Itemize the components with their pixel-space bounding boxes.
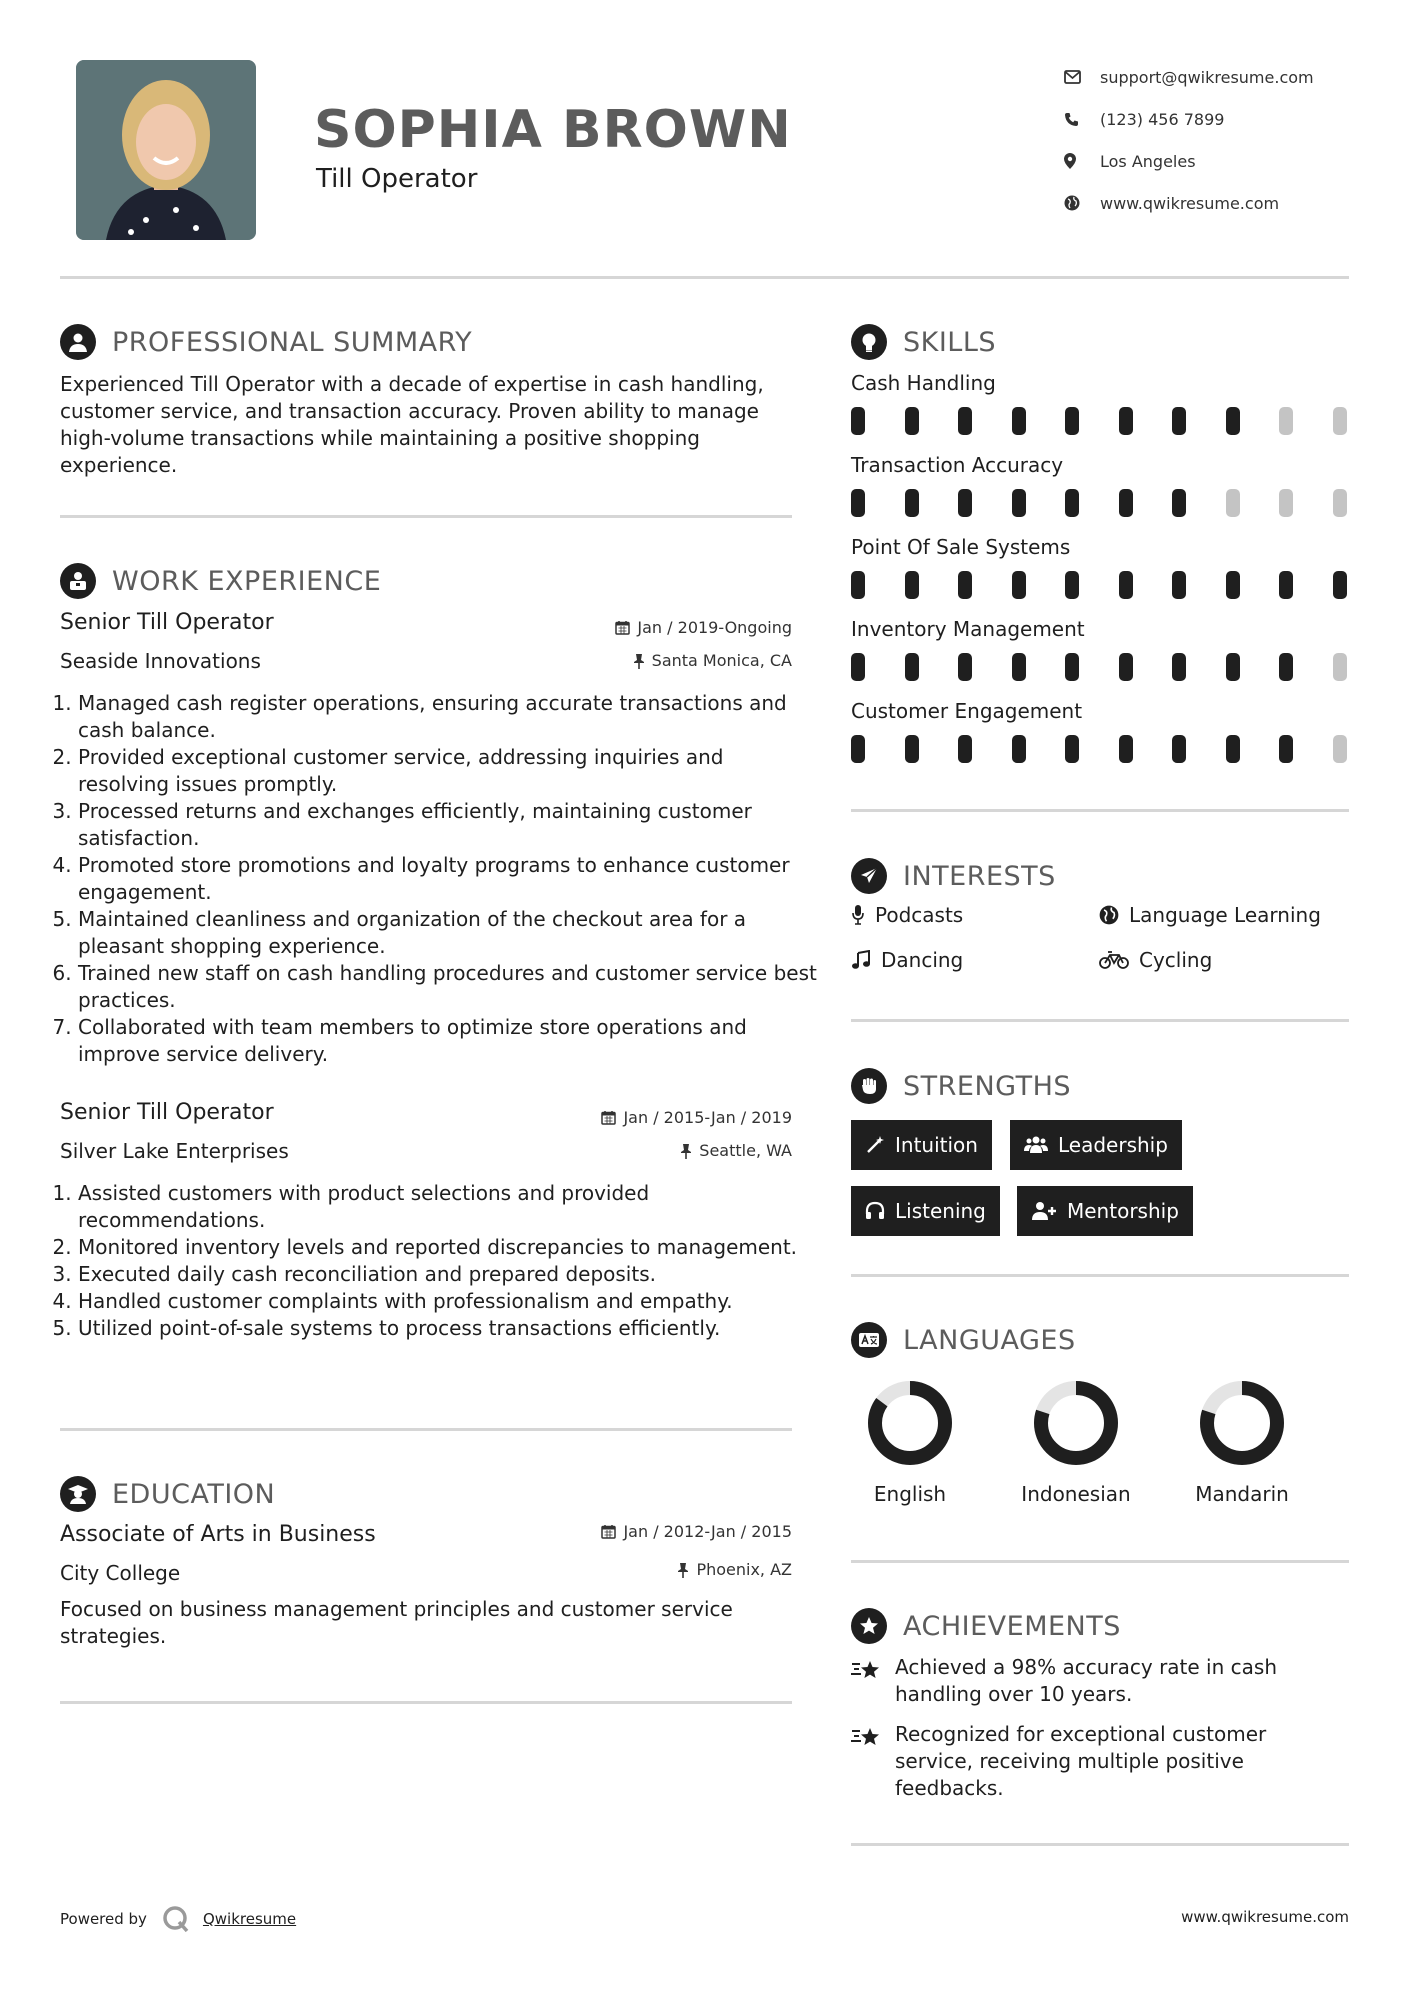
- candidate-name: SOPHIA BROWN: [314, 100, 792, 160]
- globe-icon: [1099, 905, 1119, 925]
- education-heading: EDUCATION: [112, 1478, 276, 1510]
- skill-name: Point Of Sale Systems: [851, 535, 1071, 559]
- powered-by-label: Powered by: [60, 1910, 147, 1928]
- achievements-header: [851, 1608, 1121, 1644]
- skill-level-dot: [1119, 653, 1133, 681]
- pushpin-icon: [633, 653, 645, 669]
- user-icon: [60, 324, 96, 360]
- skill-level-dot: [1279, 735, 1293, 763]
- skill-level-dot: [1119, 571, 1133, 599]
- education-dates-text: Jan / 2012-Jan / 2015: [623, 1522, 792, 1541]
- strengths-divider: [851, 1274, 1349, 1277]
- skill-level-dot: [1172, 407, 1186, 435]
- strengths-heading: STRENGTHS: [903, 1070, 1072, 1102]
- candidate-title: Till Operator: [316, 164, 478, 194]
- skill-level-dot: [905, 735, 919, 763]
- language-donut: [1197, 1378, 1287, 1468]
- headphones-icon: [865, 1201, 885, 1221]
- skill-level-dot: [1226, 489, 1240, 517]
- skill-level-dot: [958, 571, 972, 599]
- contact-email[interactable]: [1064, 56, 1364, 98]
- skill-level-dot: [1279, 653, 1293, 681]
- job-1-dates: [560, 618, 792, 637]
- contact-phone-text: (123) 456 7899: [1100, 109, 1225, 129]
- skill-level-dot: [1012, 653, 1026, 681]
- contact-list: [1064, 56, 1364, 224]
- skill-level-dot: [958, 489, 972, 517]
- summary-header: [60, 324, 472, 360]
- interests-divider: [851, 1019, 1349, 1022]
- header-divider: [60, 276, 1349, 279]
- education-location: [560, 1560, 792, 1579]
- skill-level-dot: [1065, 735, 1079, 763]
- list-item: 5. Maintained cleanliness and organization of the checkout area for a pleasant shopping experience.: [78, 906, 818, 960]
- skill-name: Cash Handling: [851, 371, 996, 395]
- lightbulb-icon: [851, 324, 887, 360]
- skill-level-dot: [1065, 653, 1079, 681]
- education-location-text: Phoenix, AZ: [696, 1560, 792, 1579]
- interest-dancing: [851, 948, 963, 972]
- skill-level-dot: [1333, 489, 1347, 517]
- skill-level-dot: [1333, 735, 1347, 763]
- language-item: [840, 1378, 980, 1506]
- job-1-location-text: Santa Monica, CA: [651, 651, 792, 670]
- summary-text: Experienced Till Operator with a decade of expertise in cash handling, customer service, and transaction accuracy. Proven ability to manage high-volume transactions while maintaining a positive shopping experience.: [60, 372, 764, 477]
- contact-location-text: Los Angeles: [1100, 151, 1196, 171]
- skill-level-dot: [851, 407, 865, 435]
- language-name: Mandarin: [1195, 1482, 1289, 1506]
- achievements-heading: ACHIEVEMENTS: [903, 1610, 1121, 1642]
- interest-label: Cycling: [1139, 948, 1213, 972]
- language-item: [1172, 1378, 1312, 1506]
- contact-website[interactable]: [1064, 182, 1364, 224]
- magic-wand-icon: [865, 1135, 885, 1155]
- skill-level-dot: [1279, 407, 1293, 435]
- skill-level-dot: [1279, 571, 1293, 599]
- summary-heading: PROFESSIONAL SUMMARY: [112, 326, 473, 358]
- skill-level-dot: [1172, 735, 1186, 763]
- skill-level-dot: [1012, 735, 1026, 763]
- interest-cycling: [1099, 948, 1212, 972]
- list-item: 6. Trained new staff on cash handling procedures and customer service best practices.: [78, 960, 818, 1014]
- skill-level-dot: [1226, 653, 1240, 681]
- education-dates: [540, 1522, 792, 1541]
- translate-icon: [851, 1322, 887, 1358]
- skill-level-dot: [958, 735, 972, 763]
- skill-level-dot: [1065, 407, 1079, 435]
- list-item: 1. Assisted customers with product selections and provided recommendations.: [78, 1180, 818, 1234]
- skill-name: Inventory Management: [851, 617, 1085, 641]
- job-1-company: Seaside Innovations: [60, 649, 261, 673]
- experience-heading: WORK EXPERIENCE: [112, 565, 382, 597]
- job-2-location-text: Seattle, WA: [699, 1141, 792, 1160]
- skill-level-dot: [1012, 407, 1026, 435]
- strength-chip-intuition: [851, 1120, 992, 1170]
- skill-level-dot: [1226, 407, 1240, 435]
- languages-header: [851, 1322, 1076, 1358]
- interest-label: Dancing: [881, 948, 964, 972]
- summary-divider: [60, 515, 792, 518]
- language-name: Indonesian: [1021, 1482, 1131, 1506]
- contact-website-text: www.qwikresume.com: [1100, 193, 1280, 213]
- user-plus-icon: [1031, 1201, 1057, 1221]
- strength-label: Intuition: [895, 1133, 978, 1157]
- skill-level-dot: [1012, 489, 1026, 517]
- strength-label: Listening: [895, 1199, 986, 1223]
- graduate-icon: [60, 1476, 96, 1512]
- skill-level-dot: [958, 407, 972, 435]
- skill-level-dot: [905, 489, 919, 517]
- languages-heading: LANGUAGES: [903, 1324, 1076, 1356]
- calendar-icon: [601, 1110, 616, 1125]
- skill-level-dot: [1065, 489, 1079, 517]
- music-note-icon: [851, 950, 871, 970]
- briefcase-user-icon: [60, 563, 96, 599]
- shooting-star-icon: [851, 1725, 883, 1751]
- skill-level-dot: [1172, 489, 1186, 517]
- skills-heading: SKILLS: [903, 326, 997, 358]
- bicycle-icon: [1099, 950, 1129, 970]
- skill-level-dot: [1333, 407, 1347, 435]
- skill-level-dot: [1119, 407, 1133, 435]
- strength-label: Leadership: [1058, 1133, 1168, 1157]
- star-badge-icon: [851, 1608, 887, 1644]
- job-2-bullets: [60, 1180, 818, 1342]
- list-item: 2. Provided exceptional customer service, addressing inquiries and resolving issues promptly.: [78, 744, 818, 798]
- skill-level-dot: [1172, 653, 1186, 681]
- skill-level-bar: [851, 407, 1347, 435]
- globe-icon: [1064, 195, 1100, 211]
- list-item: 2. Monitored inventory levels and reported discrepancies to management.: [78, 1234, 818, 1261]
- phone-icon: [1064, 112, 1100, 127]
- experience-divider: [60, 1428, 792, 1431]
- skill-level-dot: [1226, 571, 1240, 599]
- language-donut: [1031, 1378, 1121, 1468]
- skill-level-dot: [1333, 653, 1347, 681]
- experience-header: [60, 563, 381, 599]
- skill-level-dot: [1119, 735, 1133, 763]
- microphone-icon: [851, 904, 865, 926]
- strength-chip-listening: [851, 1186, 1000, 1236]
- pushpin-icon: [680, 1143, 692, 1159]
- languages-divider: [851, 1560, 1349, 1563]
- skills-divider: [851, 809, 1349, 812]
- skill-name: Transaction Accuracy: [851, 453, 1064, 477]
- contact-phone[interactable]: [1064, 98, 1364, 140]
- skill-level-dot: [1065, 571, 1079, 599]
- skill-level-bar: [851, 571, 1347, 599]
- achievement-text: Achieved a 98% accuracy rate in cash handling over 10 years.: [895, 1655, 1277, 1706]
- achievement-item: [851, 1721, 1349, 1802]
- achievements-divider: [851, 1843, 1349, 1846]
- skill-level-bar: [851, 653, 1347, 681]
- pushpin-icon: [677, 1562, 689, 1578]
- job-2-dates: [540, 1108, 792, 1127]
- education-description: Focused on business management principles and customer service strategies.: [60, 1597, 733, 1648]
- job-2-company: Silver Lake Enterprises: [60, 1139, 289, 1163]
- map-pin-icon: [1064, 153, 1100, 169]
- list-item: 1. Managed cash register operations, ensuring accurate transactions and cash balance.: [78, 690, 818, 744]
- education-header: [60, 1476, 275, 1512]
- skill-level-dot: [958, 653, 972, 681]
- interests-heading: INTERESTS: [903, 860, 1056, 892]
- job-2-location: [560, 1141, 792, 1160]
- skill-level-dot: [1172, 571, 1186, 599]
- calendar-icon: [601, 1524, 616, 1539]
- list-item: 3. Processed returns and exchanges efficiently, maintaining customer satisfaction.: [78, 798, 818, 852]
- list-item: 7. Collaborated with team members to optimize store operations and improve service delivery.: [78, 1014, 818, 1068]
- education-degree: Associate of Arts in Business: [60, 1522, 376, 1547]
- strength-label: Mentorship: [1067, 1199, 1179, 1223]
- education-school: City College: [60, 1561, 181, 1585]
- job-2-role: Senior Till Operator: [60, 1100, 274, 1125]
- skill-level-dot: [905, 653, 919, 681]
- achievement-item: [851, 1654, 1349, 1708]
- contact-location: [1064, 140, 1364, 182]
- skill-level-dot: [1012, 571, 1026, 599]
- skill-level-dot: [905, 407, 919, 435]
- envelope-icon: [1064, 70, 1100, 84]
- paper-plane-icon: [851, 858, 887, 894]
- skills-header: [851, 324, 996, 360]
- skill-level-dot: [905, 571, 919, 599]
- skill-level-dot: [1119, 489, 1133, 517]
- skill-level-bar: [851, 735, 1347, 763]
- fist-icon: [851, 1068, 887, 1104]
- qwikresume-logo-icon: [161, 1904, 191, 1934]
- skill-level-bar: [851, 489, 1347, 517]
- footer-website[interactable]: www.qwikresume.com: [1181, 1908, 1349, 1926]
- job-2-dates-text: Jan / 2015-Jan / 2019: [623, 1108, 792, 1127]
- skill-level-dot: [851, 735, 865, 763]
- language-item: [1006, 1378, 1146, 1506]
- education-divider: [60, 1701, 792, 1704]
- strength-chip-mentorship: [1017, 1186, 1193, 1236]
- strength-chip-leadership: [1010, 1120, 1182, 1170]
- language-donut: [865, 1378, 955, 1468]
- skill-level-dot: [1226, 735, 1240, 763]
- contact-email-text: support@qwikresume.com: [1100, 67, 1314, 87]
- achievement-text: Recognized for exceptional customer service, receiving multiple positive feedbacks.: [895, 1722, 1267, 1800]
- calendar-icon: [615, 620, 630, 635]
- list-item: 4. Promoted store promotions and loyalty programs to enhance customer engagement.: [78, 852, 818, 906]
- skill-name: Customer Engagement: [851, 699, 1083, 723]
- profile-photo: [76, 60, 256, 240]
- interests-header: [851, 858, 1056, 894]
- strengths-header: [851, 1068, 1071, 1104]
- interest-label: Language Learning: [1129, 903, 1321, 927]
- interest-podcasts: [851, 903, 963, 927]
- skill-level-dot: [1279, 489, 1293, 517]
- language-name: English: [873, 1482, 947, 1506]
- skill-level-dot: [851, 489, 865, 517]
- list-item: 3. Executed daily cash reconciliation and prepared deposits.: [78, 1261, 818, 1288]
- list-item: 5. Utilized point-of-sale systems to process transactions efficiently.: [78, 1315, 818, 1342]
- job-1-bullets: [60, 690, 818, 1068]
- skill-level-dot: [1333, 571, 1347, 599]
- interest-label: Podcasts: [875, 903, 964, 927]
- job-1-location: [560, 651, 792, 670]
- skill-level-dot: [851, 571, 865, 599]
- brand-link[interactable]: Qwikresume: [202, 1910, 297, 1928]
- list-item: 4. Handled customer complaints with professionalism and empathy.: [78, 1288, 818, 1315]
- users-icon: [1024, 1135, 1048, 1155]
- job-1-role: Senior Till Operator: [60, 610, 274, 635]
- skill-level-dot: [851, 653, 865, 681]
- shooting-star-icon: [851, 1658, 883, 1684]
- job-1-dates-text: Jan / 2019-Ongoing: [637, 618, 792, 637]
- footer-powered-by: [60, 1904, 296, 1934]
- interest-language-learning: [1099, 903, 1321, 927]
